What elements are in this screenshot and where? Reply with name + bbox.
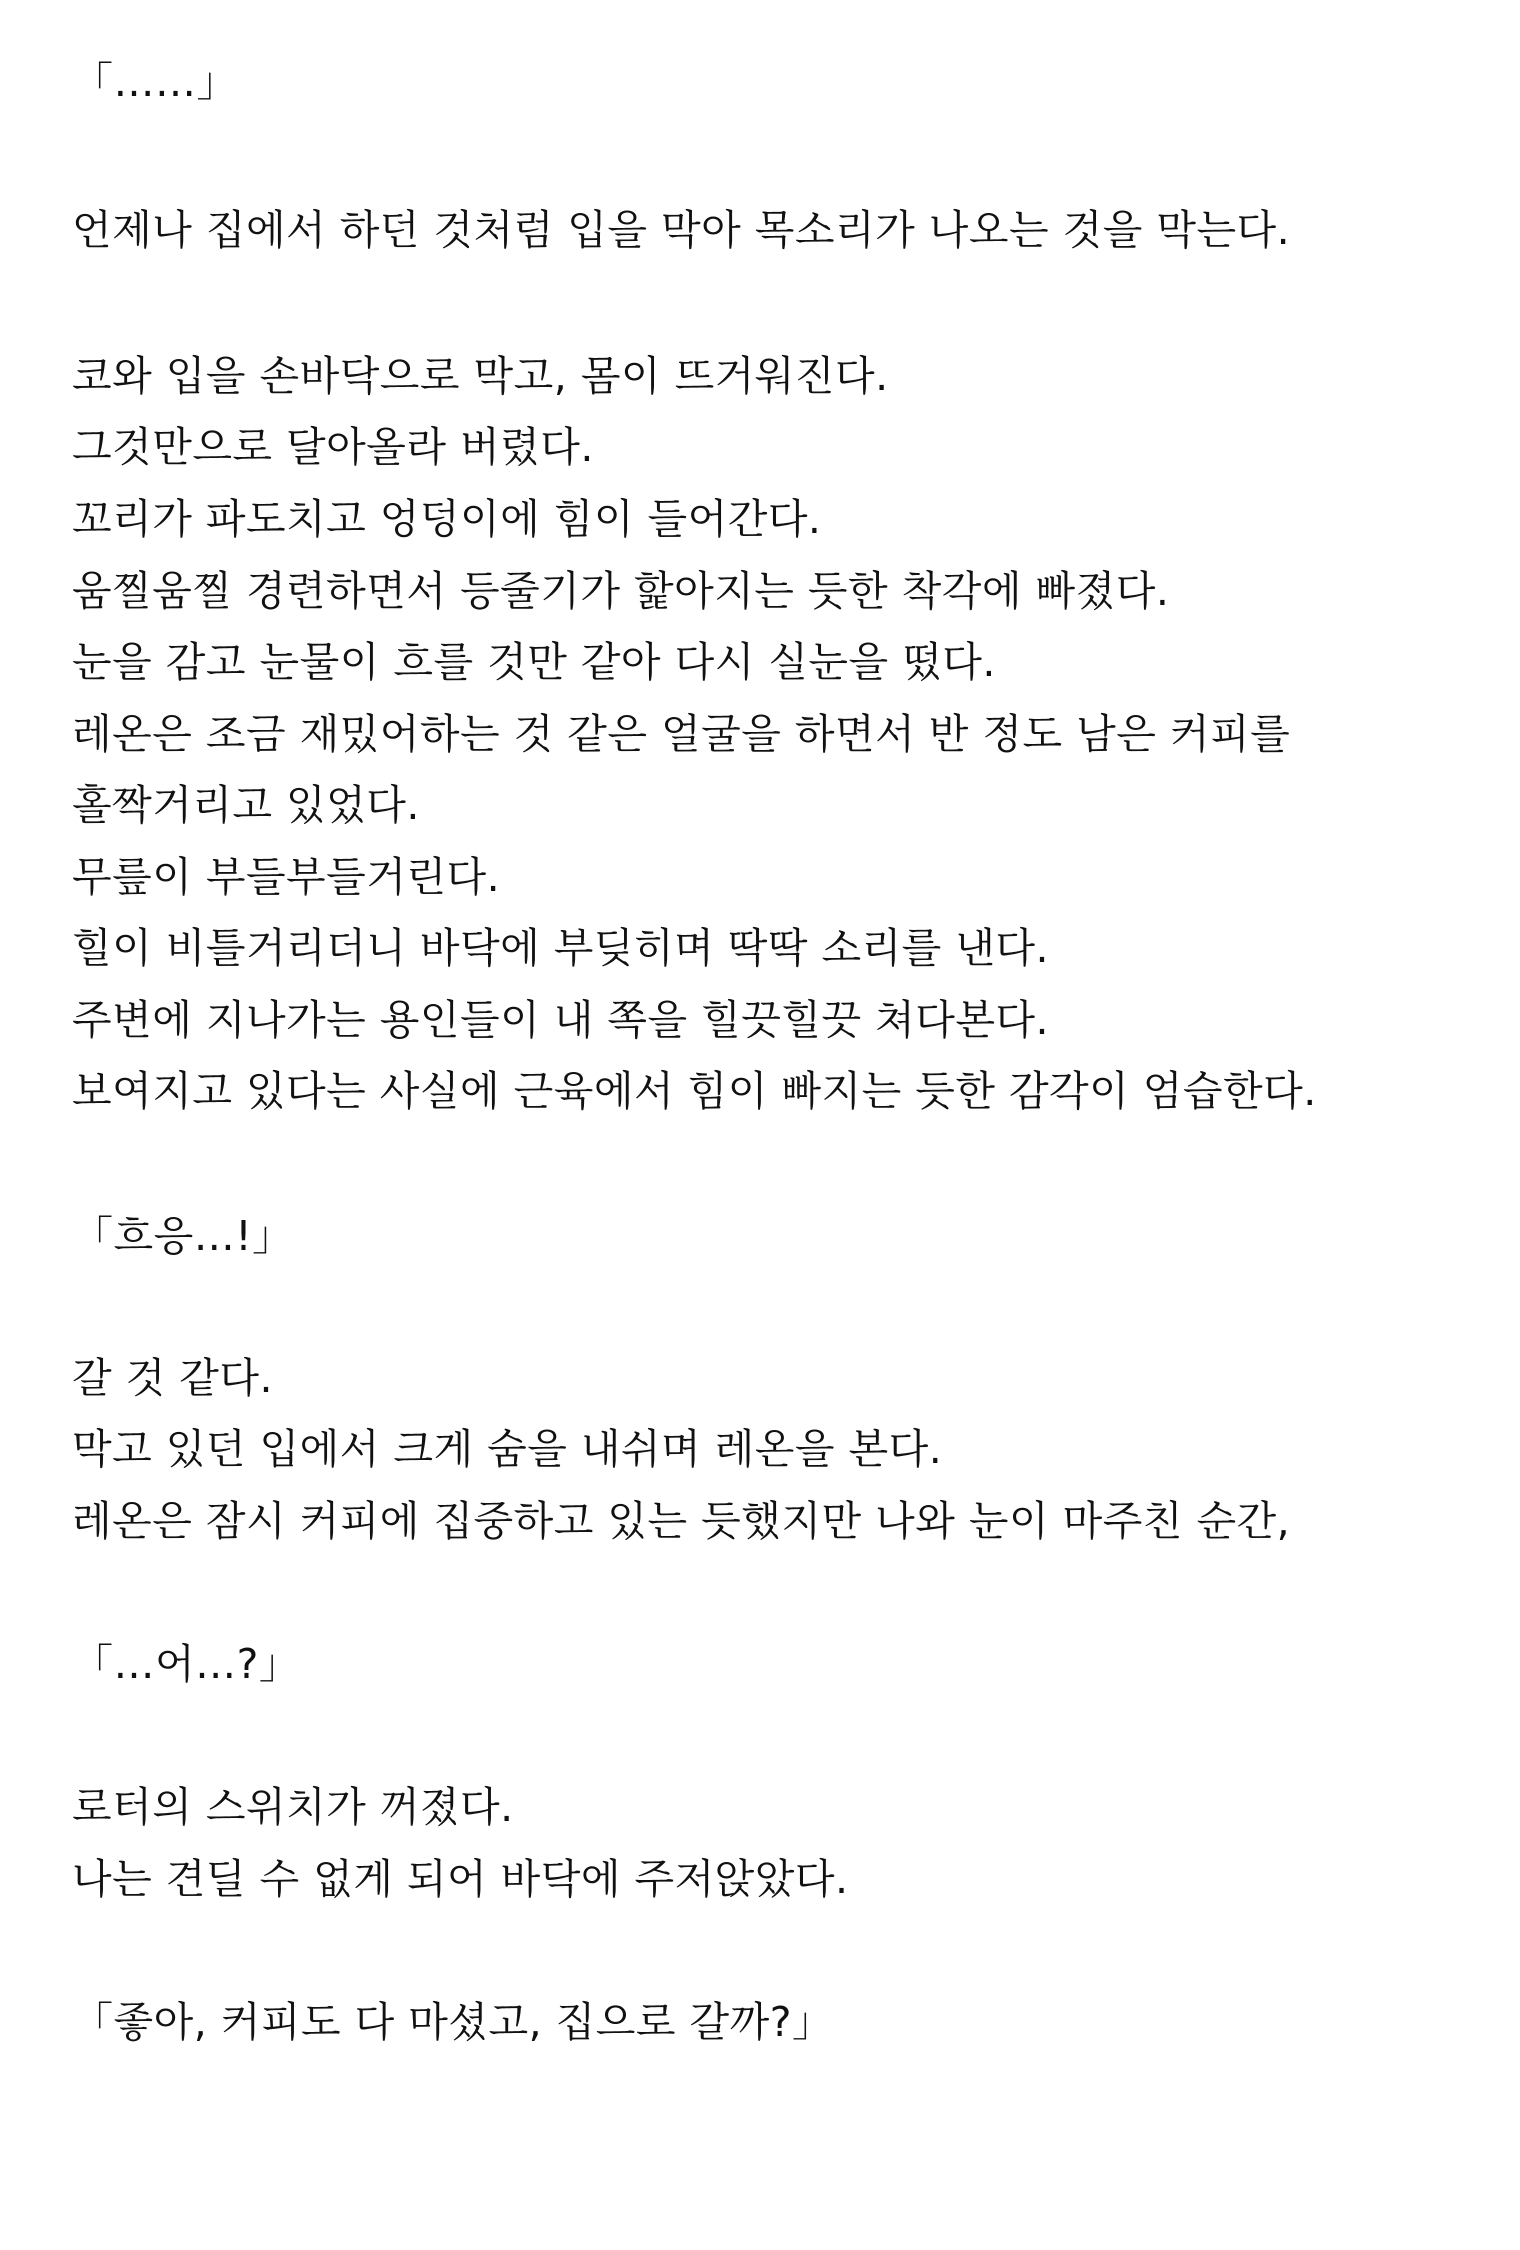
text-line: 움찔움찔 경련하면서 등줄기가 핥아지는 듯한 착각에 빠졌다. (72, 567, 1170, 615)
text-line: 레온은 조금 재밌어하는 것 같은 얼굴을 하면서 반 정도 남은 커피를 (72, 710, 1291, 758)
text-line: 그것만으로 달아올라 버렸다. (72, 423, 594, 471)
text-line: 레온은 잠시 커피에 집중하고 있는 듯했지만 나와 눈이 마주친 순간, (72, 1497, 1291, 1545)
text-line: 꼬리가 파도치고 엉덩이에 힘이 들어간다. (72, 495, 822, 543)
text-line: 눈을 감고 눈물이 흐를 것만 같아 다시 실눈을 떴다. (72, 638, 996, 686)
text-line: 「흐응…!」 (72, 1212, 294, 1260)
text-line: 「…어…?」 (72, 1640, 301, 1688)
text-line: 「……」 (72, 58, 238, 106)
text-line: 언제나 집에서 하던 것처럼 입을 막아 목소리가 나오는 것을 막는다. (72, 206, 1291, 254)
text-line: 막고 있던 입에서 크게 숨을 내쉬며 레온을 본다. (72, 1425, 943, 1473)
text-line: 나는 견딜 수 없게 되어 바닥에 주저앉았다. (72, 1855, 849, 1903)
text-line: 홀짝거리고 있었다. (72, 781, 420, 829)
text-line: 주변에 지나가는 용인들이 내 쪽을 힐끗힐끗 쳐다본다. (72, 996, 1050, 1044)
text-line: 코와 입을 손바닥으로 막고, 몸이 뜨거워진다. (72, 352, 889, 400)
text-line: 「좋아, 커피도 다 마셨고, 집으로 갈까?」 (72, 1998, 834, 2046)
text-line: 로터의 스위치가 꺼졌다. (72, 1783, 514, 1831)
text-line: 보여지고 있다는 사실에 근육에서 힘이 빠지는 듯한 감각이 엄습한다. (72, 1067, 1317, 1115)
text-line: 힐이 비틀거리더니 바닥에 부딪히며 딱딱 소리를 낸다. (72, 924, 1050, 972)
text-line: 갈 것 같다. (72, 1354, 274, 1402)
text-line: 무릎이 부들부들거린다. (72, 853, 501, 901)
